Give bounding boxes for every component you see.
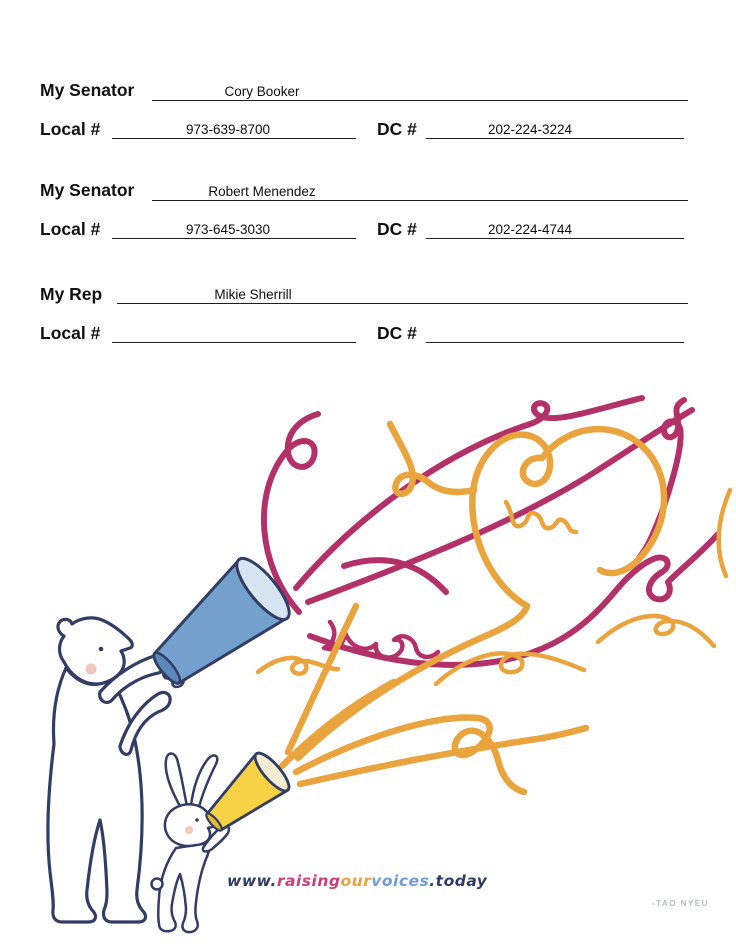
- senator-2-dc-label: DC #: [377, 219, 417, 239]
- bunny-body: [158, 844, 209, 932]
- url-segment: .today: [429, 872, 488, 890]
- rep-name-value: Mikie Sherrill: [214, 287, 292, 302]
- bunny-ear: [166, 753, 187, 808]
- senator-2-local-value: 973-645-3030: [185, 222, 271, 237]
- senator-2-dc-value: 202-224-4744: [487, 222, 573, 237]
- senator-2-label: My Senator: [40, 180, 135, 200]
- senator-1-local-value: 973-639-8700: [185, 122, 271, 137]
- bunny-eye: [195, 818, 199, 822]
- rep-local-label: Local #: [40, 323, 101, 343]
- senator-1-local-label: Local #: [40, 119, 101, 139]
- website-url: [227, 872, 487, 890]
- bear-body: [48, 668, 146, 922]
- url-segment: voices: [371, 872, 430, 890]
- bear-cheek: [86, 664, 97, 675]
- url-segment: raising: [276, 872, 341, 890]
- rep-label: My Rep: [40, 284, 103, 304]
- senator-1-dc-label: DC #: [377, 119, 417, 139]
- senator-1-dc-value: 202-224-3224: [487, 122, 573, 137]
- bunny-cheek: [185, 826, 193, 834]
- artist-credit: -TAO NYEU: [652, 899, 709, 908]
- magenta-streamers: [264, 398, 718, 665]
- url-segment: our: [340, 872, 372, 890]
- bunny: [152, 753, 229, 932]
- bunny-ear: [191, 755, 217, 807]
- rep-dc-label: DC #: [377, 323, 417, 343]
- senator-2-local-label: Local #: [40, 219, 101, 239]
- bear-eye: [99, 647, 104, 652]
- bunny-tail: [152, 879, 163, 890]
- orange-streamers: [258, 424, 730, 792]
- senator-2-name-value: Robert Menendez: [208, 184, 316, 199]
- url-segment: www.: [227, 872, 277, 890]
- senator-1-name-value: Cory Booker: [224, 84, 300, 99]
- senator-1-label: My Senator: [40, 80, 135, 100]
